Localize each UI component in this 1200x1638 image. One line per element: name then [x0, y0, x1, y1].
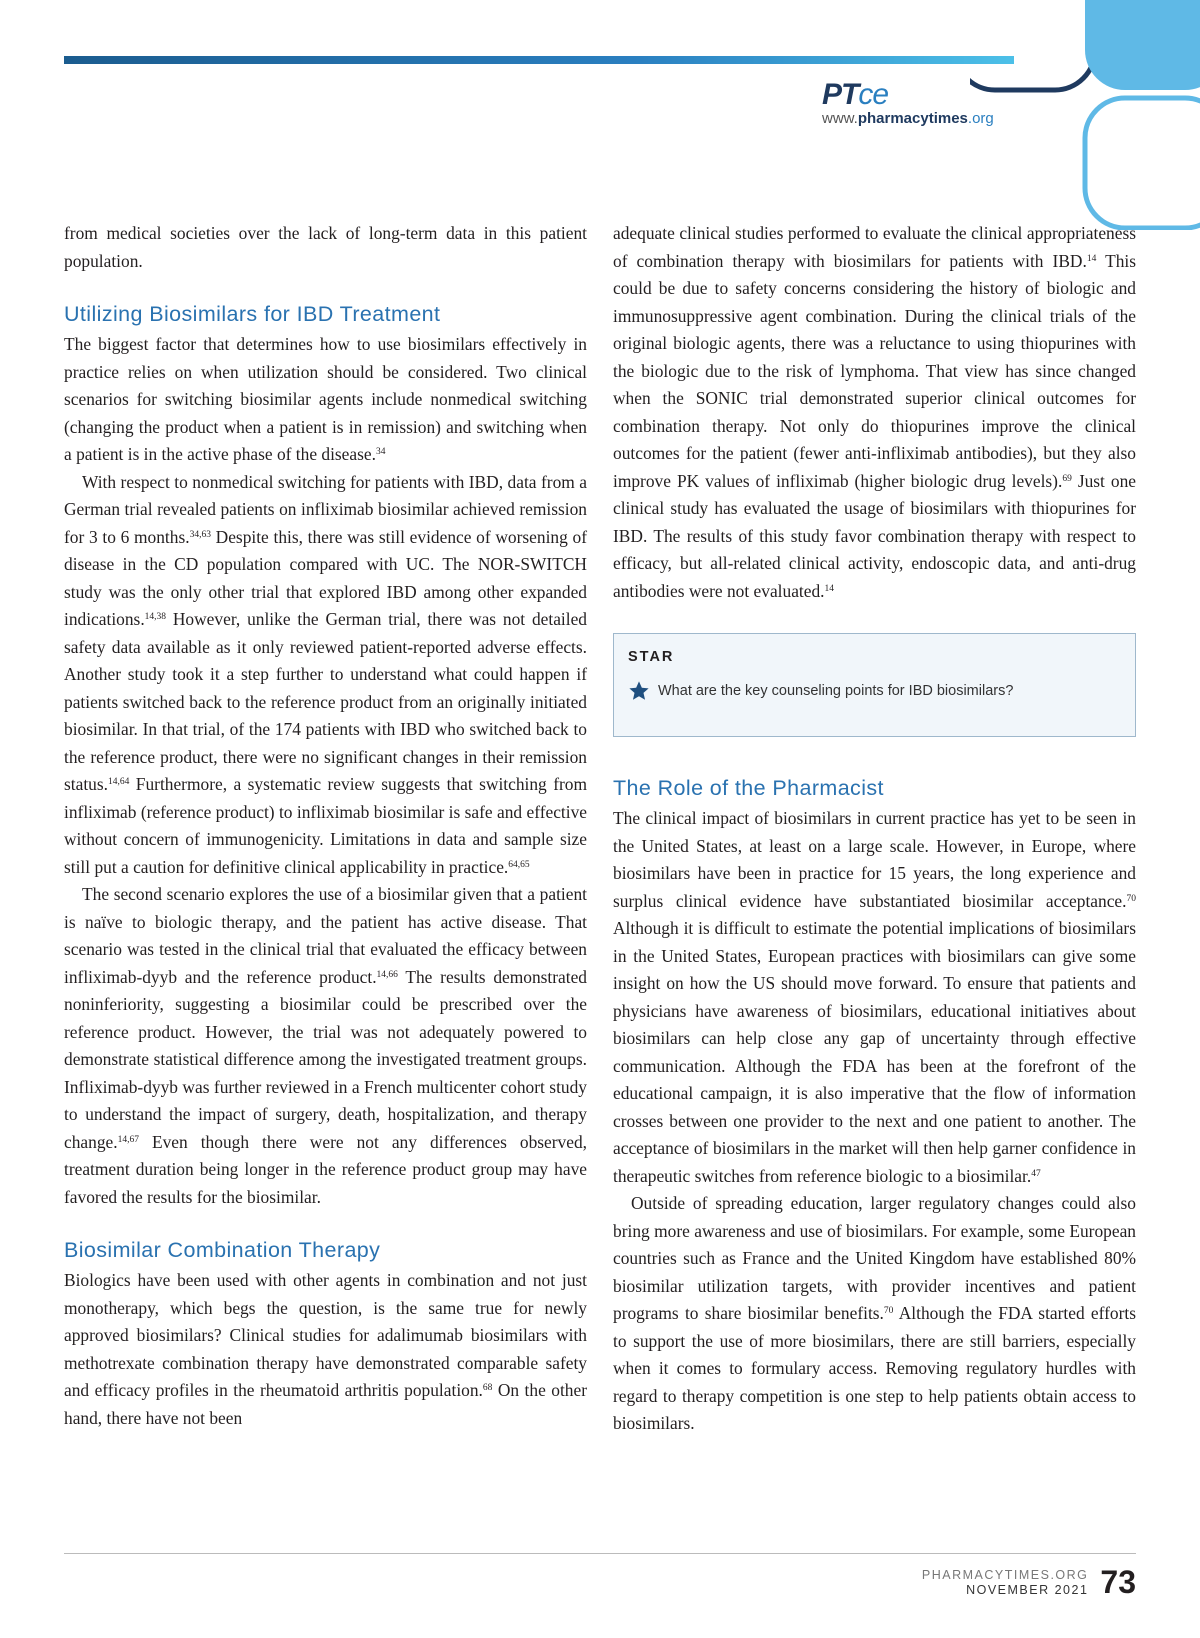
star-icon [628, 680, 650, 702]
section-heading-utilizing-biosimilars: Utilizing Biosimilars for IBD Treatment [64, 302, 441, 326]
page-footer [922, 1564, 1136, 1601]
section-heading-role-of-pharmacist: The Role of the Pharmacist [613, 776, 884, 800]
paragraph: The biggest factor that determines how to use biosimilars effectively in practice relies on when utilization should be considered. Two clinical scenarios for switching biosimilar agents include nonmedical switching (changing the product when a patient is in remission) and switching when a patient is in the active phase of the disease.$^{34}$ [64, 334, 587, 464]
paragraph: adequate clinical studies performed to evaluate the clinical appropriateness of combination therapy with biosimilars for patients with IBD.$^{14}$ This could be due to safety concerns considering the history of biologic and immunosuppressive agent combination. During the clinical trials of the original biologic agents, there was a reluctance to using thiopurines with the biologic due to the risk of lymphoma. That view has since changed when the SONIC trial demonstrated superior clinical outcomes for combination therapy. Not only do thiopurines improve the clinical outcomes for the patient (fewer anti-infliximab antibodies), but they also improve PK values of infliximab (higher biologic drug levels).$^{69}$ Just one clinical study has evaluated the usage of biosimilars with thiopurines for IBD. The results of this study favor combination therapy with respect to efficacy, but all-related clinical activity, endoscopic data, and anti-drug antibodies were not evaluated.$^{14}$ [613, 223, 1136, 601]
paragraph: With respect to nonmedical switching for patients with IBD, data from a German trial revealed patients on infliximab biosimilar achieved remission for 3 to 6 months.$^{34,63}$ Despite this, there was still evidence of worsening of disease in the CD population compared with UC. The NOR-SWITCH study was the only other trial that explored IBD among other expanded indications.$^{14,38}$ However, unlike the German trial, there was not detailed safety data available as it only reviewed patient-reported adverse effects. Another study took it a step further to understand what could happen if patients switched back to the reference product from an originally initiated biosimilar. In that trial, of the 174 patients with IBD who switched back to the reference product, there were no significant changes in their remission status.$^{14,64}$ Furthermore, a systematic review suggests that switching from infliximab (reference product) to infliximab biosimilar is safe and effective without concern of immunogenicity. Limitations in data and sample size still put a caution for definitive clinical applicability in practice.$^{64,65}$ [64, 471, 587, 877]
footer-site[interactable]: PHARMACYTIMES.ORG [921, 1567, 1089, 1582]
header-rule [64, 56, 1014, 64]
paragraph: from medical societies over the lack of long-term data in this patient population. [64, 223, 587, 271]
paragraph: The second scenario explores the use of a biosimilar given that a patient is naïve to biologic therapy, and the patient has active disease. That scenario was tested in the clinical trial that evaluated the efficacy between infliximab-dyyb and the reference product.$^{14,66}$ The results demonstrated noninferiority, suggesting a biosimilar could be prescribed over the reference product. However, the trial was not adequately powered to demonstrate statistical difference among the investigated treatment groups. Infliximab-dyyb was further reviewed in a French multicenter cohort study to understand the impact of surgery, death, hospitalization, and therapy change.$^{14,67}$ Even though there were not any differences observed, treatment duration being longer in the reference product group may have favored the results for the biosimilar. [64, 884, 588, 1207]
footer-rule [64, 1553, 1136, 1554]
star-callout-box [613, 633, 1136, 737]
footer-issue: NOVEMBER 2021 [966, 1582, 1089, 1597]
page-number: 73 [1100, 1564, 1136, 1600]
star-question: What are the key counseling points for IBD biosimilars? [628, 678, 1121, 706]
section-heading-combination-therapy: Biosimilar Combination Therapy [64, 1238, 381, 1262]
right-column [613, 220, 1136, 1438]
left-column [64, 220, 587, 1432]
site-url: www.pharmacytimes.org [822, 110, 994, 127]
paragraph: Biologics have been used with other agents in combination and not just monotherapy, which begs the question, is the same true for newly approved biosimilars? Clinical studies for adalimumab biosimilars with methotrexate combination therapy have demonstrated comparable safety and efficacy profiles in the rheumatoid arthritis population.$^{68}$ On the other hand, there have not been [64, 1270, 587, 1428]
paragraph: Outside of spreading education, larger regulatory changes could also bring more awareness and use of biosimilars. For example, some European countries such as France and the United Kingdom have established 80% biosimilar utilization targets, with provider incentives and patient programs to share biosimilar benefits.$^{70}$ Although the FDA started efforts to support the use of more biosimilars, there are still barriers, especially when it comes to formulary access. Removing regulatory hurdles with regard to therapy competition is one step to help patients obtain access to biosimilars. [613, 1193, 1136, 1433]
paragraph: The clinical impact of biosimilars in current practice has yet to be seen in the United States, at least on a large scale. However, in Europe, where biosimilars have been in practice for 15 years, the long experience and surplus clinical evidence have substantiated biosimilar acceptance.$^{70}$ Although it is difficult to estimate the potential implications of biosimilars in the United States, European practices with biosimilars can give some insight on how the US should move forward. To ensure that patients and physicians have awareness of biosimilars, educational initiatives about biosimilars can help close any gap of uncertainty through effective communication. Although the FDA has been at the forefront of the educational campaign, it is also imperative that the flow of information crosses between one provider to the next and one patient to another. The acceptance of biosimilars in the market will then help garner confidence in therapeutic switches from reference biologic to a biosimilar.$^{47}$ [613, 808, 1136, 1186]
ptce-logo[interactable]: PTce www.pharmacytimes.org [822, 78, 994, 127]
star-label: STAR [628, 649, 675, 665]
decorative-corner-shapes [970, 0, 1200, 230]
